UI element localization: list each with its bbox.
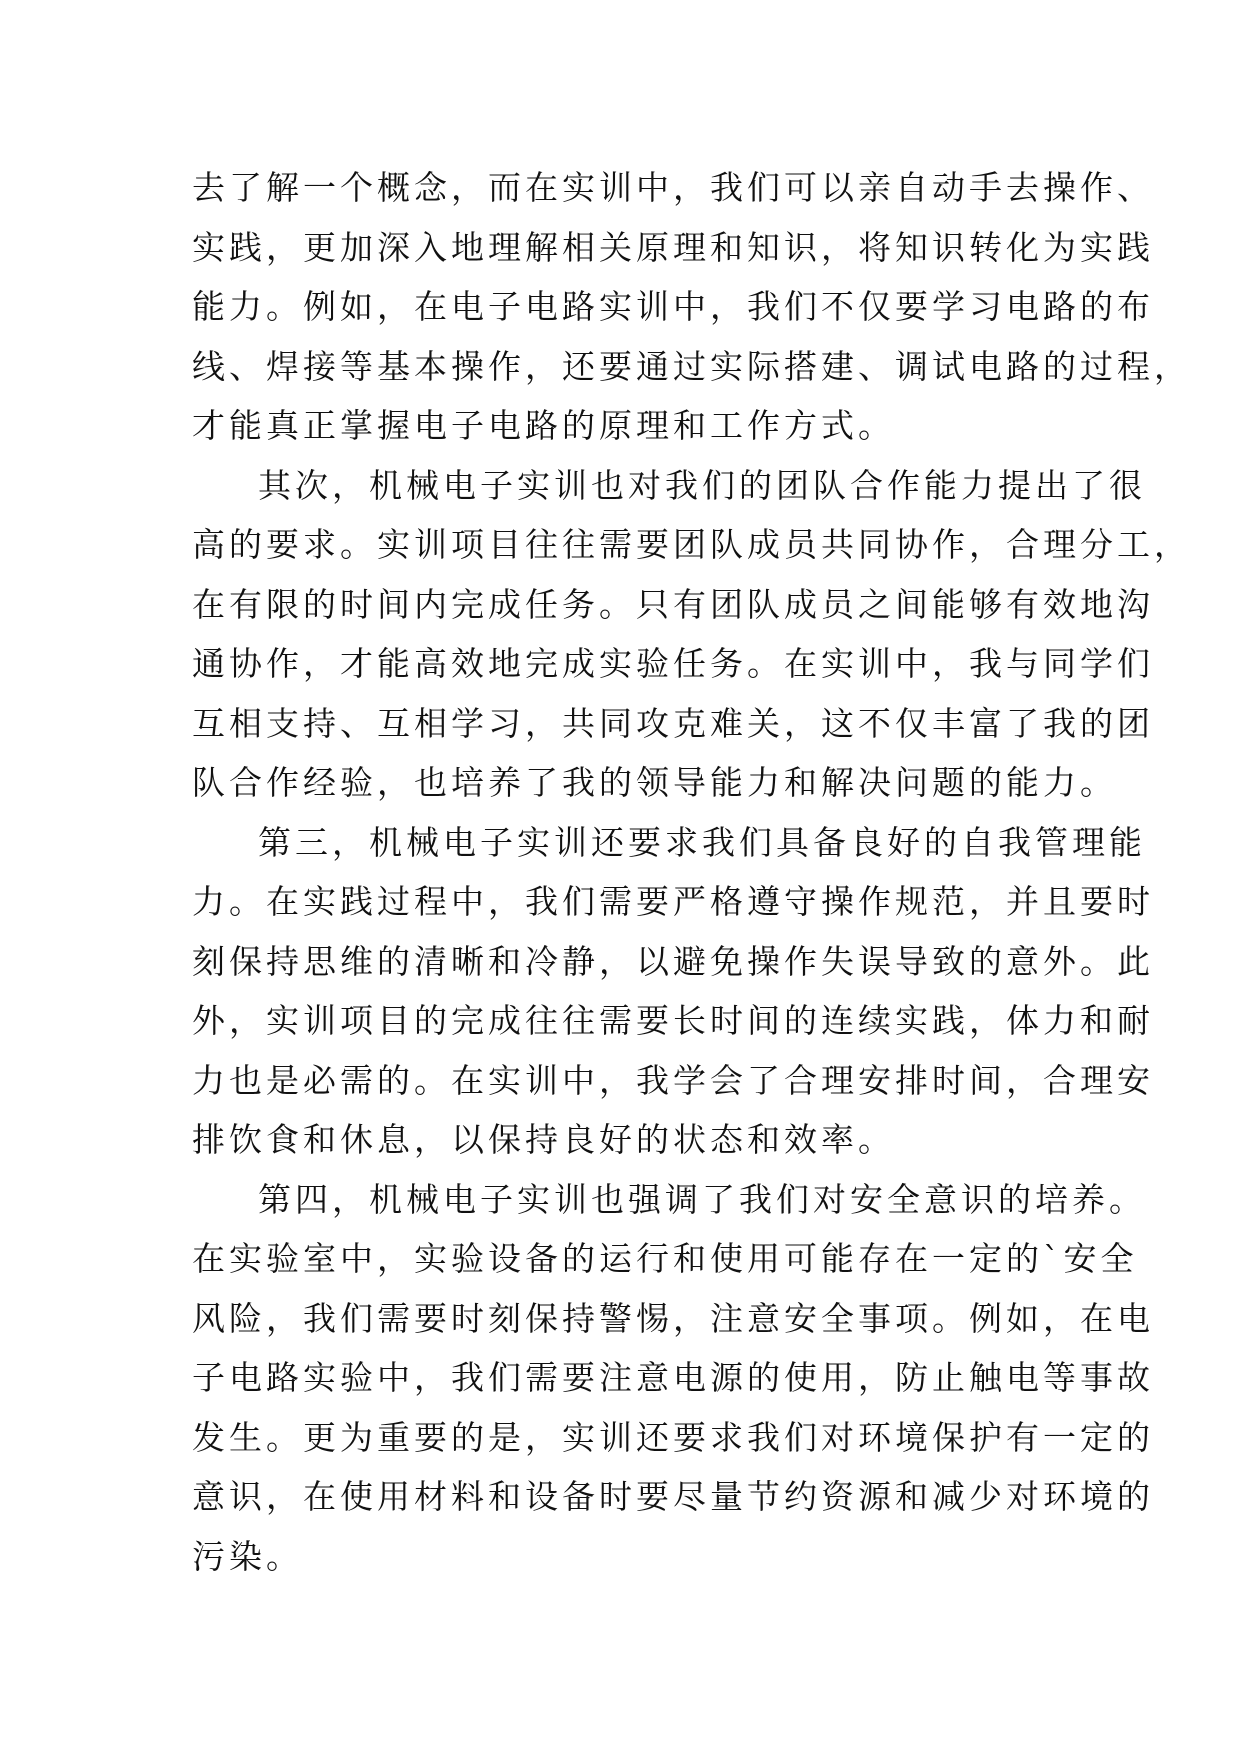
text-line: 在有限的时间内完成任务。只有团队成员之间能够有效地沟	[192, 584, 1154, 624]
text-line: 互相支持、互相学习，共同攻克难关，这不仅丰富了我的团	[192, 703, 1154, 743]
text-line: 才能真正掌握电子电路的原理和工作方式。	[192, 406, 895, 445]
text-line: 去了解一个概念，而在实训中，我们可以亲自动手去操作、	[192, 168, 1154, 207]
text-line: 能力。例如，在电子电路实训中，我们不仅要学习电路的布	[192, 287, 1154, 326]
text-line: 污染。	[192, 1536, 303, 1576]
text-line: 实践，更加深入地理解相关原理和知识，将知识转化为实践	[192, 227, 1154, 267]
text-line: 高的要求。实训项目往往需要团队成员共同协作，合理分工，	[192, 525, 1191, 564]
text-line: 风险，我们需要时刻保持警惕，注意安全事项。例如，在电	[192, 1298, 1154, 1338]
text-line: 刻保持思维的清晰和冷静，以避免操作失误导致的意外。此	[192, 941, 1154, 981]
text-line: 子电路实验中，我们需要注意电源的使用，防止触电等事故	[192, 1358, 1154, 1397]
paragraph-first-line: 其次，机械电子实训也对我们的团队合作能力提出了很	[258, 465, 1146, 505]
text-line: 通协作，才能高效地完成实验任务。在实训中，我与同学们	[192, 644, 1154, 683]
text-line: 意识，在使用材料和设备时要尽量节约资源和减少对环境的	[192, 1477, 1154, 1516]
paragraph-first-line: 第三，机械电子实训还要求我们具备良好的自我管理能	[258, 822, 1146, 862]
text-line: 力也是必需的。在实训中，我学会了合理安排时间，合理安	[192, 1060, 1154, 1100]
text-line: 力。在实践过程中，我们需要严格遵守操作规范，并且要时	[192, 882, 1154, 921]
paragraph-first-line: 第四，机械电子实训也强调了我们对安全意识的培养。	[258, 1179, 1146, 1219]
text-line: 排饮食和休息，以保持良好的状态和效率。	[192, 1120, 895, 1159]
text-line: 在实验室中，实验设备的运行和使用可能存在一定的`安全	[192, 1239, 1138, 1278]
document-body	[192, 158, 1191, 1586]
text-line: 线、焊接等基本操作，还要通过实际搭建、调试电路的过程，	[192, 346, 1191, 386]
text-line: 外，实训项目的完成往往需要长时间的连续实践，体力和耐	[192, 1001, 1154, 1040]
text-line: 发生。更为重要的是，实训还要求我们对环境保护有一定的	[192, 1417, 1154, 1457]
text-line: 队合作经验，也培养了我的领导能力和解决问题的能力。	[192, 763, 1117, 802]
